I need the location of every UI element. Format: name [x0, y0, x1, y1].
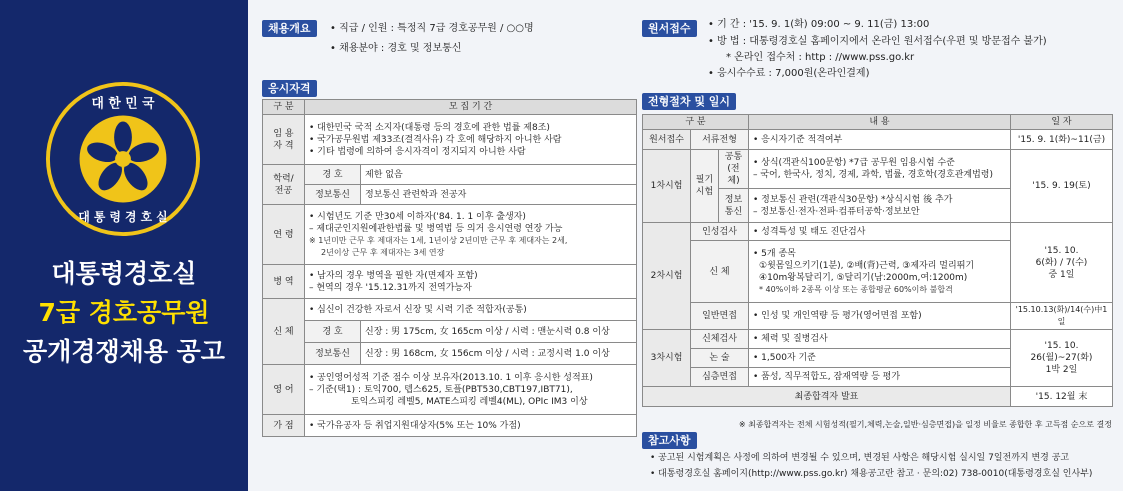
title-panel [0, 0, 248, 491]
proc-third-row2-content: • 1,500자 기준 [749, 349, 1011, 368]
proc-final-label: 최종합격자 발표 [643, 387, 1011, 407]
process-note: ※ 최종합격자는 전체 시험성적(필기,체력,논술,일반·심층면접)을 일정 비율로 종합한 후 고득점 순으로 결정 [738, 420, 1112, 429]
bonus-label: 가 점 [263, 415, 305, 437]
proc-first-it-content: • 정보통신 관련(객관식30문항) *상식시험 後 추가 – 정보통신·전자·전파·컴퓨터공학·정보보안 [749, 189, 1011, 223]
proc-third-row1-content: • 체력 및 질병검사 [749, 330, 1011, 349]
body-it-value: 신장 : 男 168cm, 女 156cm 이상 / 시력 : 교정시력 1.0 이상 [361, 343, 637, 365]
proc-third-row3-content: • 품성, 직무적합도, 잠재역량 등 평가 [749, 368, 1011, 387]
proc-first-it-label: 정보 통신 [719, 189, 749, 223]
military-content: • 남자의 경우 병역을 필한 자(면제자 포함) – 현역의 경우 '15.12.31까지 전역가능자 [305, 265, 637, 299]
proc-head-category: 구 분 [643, 115, 749, 130]
proc-head-content: 내 용 [749, 115, 1011, 130]
proc-doc-sub: 서류전형 [691, 130, 749, 150]
content-panel [248, 0, 1123, 491]
english-content: • 공인영어성적 기준 점수 이상 보유자(2013.10. 1 이후 응시한 성적표) – 기준(택1) : 토익700, 텝스625, 토플(PBT530,CBT197,IBT71), 토익스피킹 레벨5, MATE스피킹 레벨4(ML), OPIc IM3 이상 [305, 365, 637, 415]
process-tag: 전형절차 및 일시 [642, 93, 736, 110]
proc-third-row3-label: 심층면접 [691, 368, 749, 387]
title-line-2: 7급 경호공무원 [38, 298, 210, 327]
application-tag: 원서접수 [642, 20, 697, 37]
military-label: 병 역 [263, 265, 305, 299]
body-guard-value: 신장 : 男 175cm, 女 165cm 이상 / 시력 : 맨눈시력 0.8 이상 [361, 321, 637, 343]
application-period: • 기 간 : '15. 9. 1(화) 09:00 ~ 9. 11(금) 13:00 [708, 19, 930, 30]
recruit-tag: 채용개요 [262, 20, 317, 37]
proc-first-label: 1차시험 [643, 150, 691, 223]
proc-third-date: '15. 10. 26(월)~27(화) 1박 2일 [1011, 330, 1113, 387]
proc-second-label: 2차시험 [643, 223, 691, 330]
body-label: 신 체 [263, 299, 305, 365]
body-guard-label: 경 호 [305, 321, 361, 343]
proc-aptitude-content: • 성격특성 및 태도 진단검사 [749, 223, 1011, 241]
proc-doc-date: '15. 9. 1(화)~11(금) [1011, 130, 1113, 150]
emblem-bottom-text: 대 통 령 경 호 실 [78, 210, 168, 225]
reference-tag: 참고사항 [642, 432, 697, 449]
english-label: 영 어 [263, 365, 305, 415]
emblem-top-text: 대 한 민 국 [91, 96, 155, 112]
application-fee: • 응시수수료 : 7,000원(온라인결제) [708, 68, 870, 79]
title-line-1: 대통령경호실 [51, 259, 197, 288]
recruit-item-1: • 직급 / 인원 : 특정직 7급 경호공무원 / ○○명 [330, 23, 534, 34]
presidential-security-emblem-icon [44, 80, 202, 238]
process-table [642, 114, 1113, 407]
application-url: * 온라인 접수처 : http : //www.pss.go.kr [726, 52, 915, 63]
proc-interview-content: • 인성 및 개인역량 등 평가(영어면접 포함) [749, 303, 1011, 330]
proc-first-sub: 필기 시험 [691, 150, 719, 223]
edu-it-label: 정보통신 [305, 185, 361, 205]
proc-doc-label: 원서접수 [643, 130, 691, 150]
recruit-item-2: • 채용분야 : 경호 및 정보통신 [330, 43, 462, 54]
qual-head-content: 모 집 기 간 [305, 100, 637, 115]
proc-first-date: '15. 9. 19(토) [1011, 150, 1113, 223]
proc-first-guard-label: 공통 (전체) [719, 150, 749, 189]
edu-it-value: 정보통신 관련학과 전공자 [361, 185, 637, 205]
proc-final-date: '15. 12월 末 [1011, 387, 1113, 407]
body-general: • 심신이 건강한 자로서 신장 및 시력 기준 적합자(공통) [305, 299, 637, 321]
application-method: • 방 법 : 대통령경호실 홈페이지에서 온라인 원서접수(우편 및 방문접수 불가) [708, 36, 1047, 47]
proc-phys-content: • 5개 종목 ①윗몸일으키기(1분), ②배(背)근력, ③제자리 멀리뛰기 ④10m왕복달리기, ⑤달리기(남:2000m,여:1200m) * 40%이하 2종목 이상 또는 종합평균 60%이하 불합격 [749, 241, 1011, 303]
proc-first-guard-content: • 상식(객관식100문항) *7급 공무원 임용시험 수준 – 국어, 한국사, 정치, 경제, 과학, 법률, 경호학(경호관계법령) [749, 150, 1011, 189]
proc-doc-content: • 응시자기준 적격여부 [749, 130, 1011, 150]
bonus-content: • 국가유공자 등 취업지원대상자(5% 또는 10% 가점) [305, 415, 637, 437]
reference-item-2: • 대통령경호실 홈페이지(http://www.pss.go.kr) 채용공고란 참고 · 문의:02) 738-0010(대통령경호실 인사부) [650, 469, 1093, 479]
appointment-label: 임 용 자 격 [263, 115, 305, 165]
edu-guard-label: 경 호 [305, 165, 361, 185]
qualification-tag: 응시자격 [262, 80, 317, 97]
qual-head-category: 구 분 [263, 100, 305, 115]
reference-item-1: • 공고된 시험계획은 사정에 의하여 변경될 수 있으며, 변경된 사항은 해당시험 실시일 7일전까지 변경 공고 [650, 453, 1070, 463]
edu-guard-value: 제한 없음 [361, 165, 637, 185]
proc-interview-label: 일반면접 [691, 303, 749, 330]
proc-third-row1-label: 신체검사 [691, 330, 749, 349]
proc-third-label: 3차시험 [643, 330, 691, 387]
proc-head-date: 일 자 [1011, 115, 1113, 130]
proc-aptitude-label: 인성검사 [691, 223, 749, 241]
education-label: 학력/ 전공 [263, 165, 305, 205]
age-content: • 시험년도 기준 만30세 이하자('84. 1. 1 이후 출생자) – 제대군인지원에관한법률 및 병역법 등 의거 응시연령 연장 가능 ※ 1년미만 근무 후 제대자는 1세, 1년이상 2년미만 근무 후 제대자는 2세, 2년이상 근무 후 제대자는 3세 연장 [305, 205, 637, 265]
appointment-content: • 대한민국 국적 소지자(대통령 등의 경호에 관한 법률 제8조) • 국가공무원법 제33조(결격사유) 각 호에 해당하지 아니한 사람 • 기타 법령에 의하여 응시자격이 정지되지 아니한 사람 [305, 115, 637, 165]
proc-second-date: '15. 10. 6(화) / 7(수) 중 1일 [1011, 223, 1113, 303]
body-it-label: 정보통신 [305, 343, 361, 365]
qualification-table [262, 99, 637, 437]
proc-phys-label: 신 체 [691, 241, 749, 303]
proc-third-row2-label: 논 술 [691, 349, 749, 368]
title-line-3: 공개경쟁채용 공고 [23, 337, 225, 366]
age-label: 연 령 [263, 205, 305, 265]
proc-interview-date: '15.10.13(화)/14(수)中1일 [1011, 303, 1113, 330]
